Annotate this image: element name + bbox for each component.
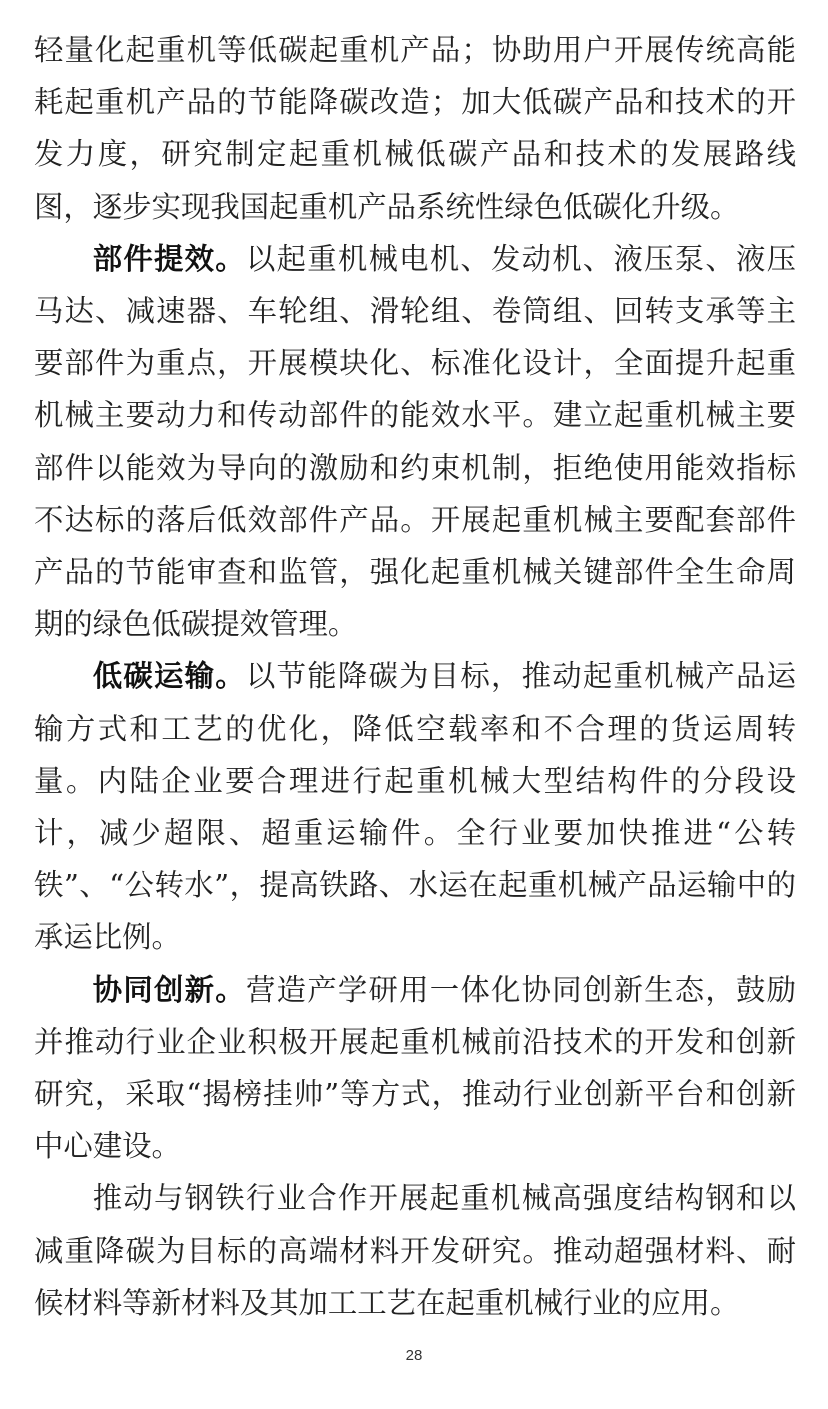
paragraph-heading: 部件提效。: [92, 241, 246, 276]
body-text: [34, 24, 796, 1329]
paragraph-text: 以节能降碳为目标，推动起重机械产品运输方式和工艺的优化，降低空载率和不合理的货运周转量。内陆企业要合理进行起重机械大型结构件的分段设计，减少超限、超重运输件。全行业要加快推进“公转铁”、“公转水”，提高铁路、水运在起重机械产品运输中的承运比例。: [34, 659, 797, 955]
paragraph-text: 营造产学研用一体化协同创新生态，鼓励并推动行业企业积极开展起重机械前沿技术的开发和创新研究，采取“揭榜挂帅”等方式，推动行业创新平台和创新中心建设。: [34, 972, 797, 1164]
paragraph-collaborative-innovation: [34, 964, 796, 1173]
paragraph-heading: 协同创新。: [92, 972, 246, 1007]
paragraph-low-carbon-transport: [34, 650, 796, 963]
paragraph-text: 以起重机械电机、发动机、液压泵、液压马达、减速器、车轮组、滑轮组、卷筒组、回转支承等主要部件为重点，开展模块化、标准化设计，全面提升起重机械主要动力和传动部件的能效水平。建立起重机械主要部件以能效为导向的激励和约束机制，拒绝使用能效指标不达标的落后低效部件产品。开展起重机械主要配套部件产品的节能审查和监管，强化起重机械关键部件全生命周期的绿色低碳提效管理。: [34, 241, 797, 642]
page-number: 28: [405, 1347, 423, 1364]
paragraph-materials: [34, 1172, 796, 1329]
paragraph-heading: 低碳运输。: [92, 659, 246, 694]
paragraph-component-efficiency: [34, 233, 796, 651]
paragraph-text: 轻量化起重机等低碳起重机产品；协助用户开展传统高能耗起重机产品的节能降碳改造；加大低碳产品和技术的开发力度，研究制定起重机械低碳产品和技术的发展路线图，逐步实现我国起重机产品系统性绿色低碳化升级。: [34, 33, 796, 224]
paragraph-continued: [34, 24, 796, 233]
paragraph-text: 推动与钢铁行业合作开展起重机械高强度结构钢和以减重降碳为目标的高端材料开发研究。推动超强材料、耐候材料等新材料及其加工工艺在起重机械行业的应用。: [34, 1181, 796, 1320]
